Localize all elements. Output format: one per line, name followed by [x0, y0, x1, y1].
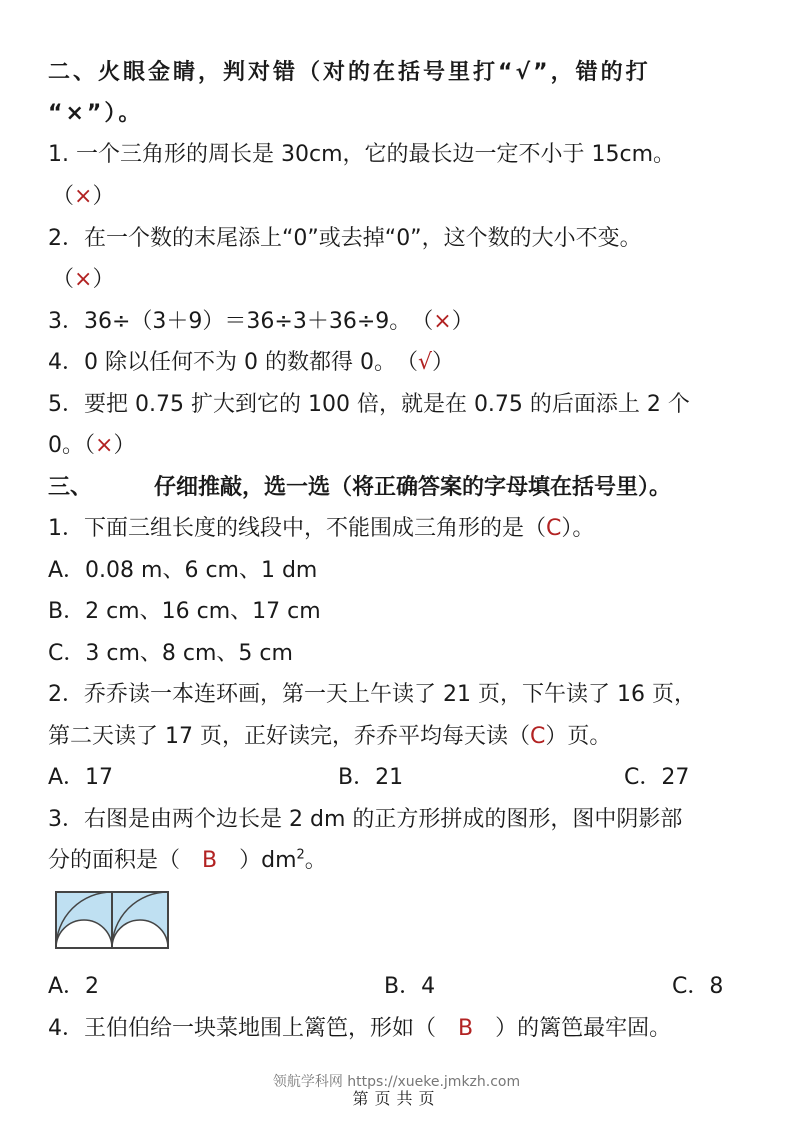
judge-question-4-text: 4．0 除以任何不为 0 的数都得 0。 （	[48, 350, 418, 375]
judge-question-3-text: 3．36÷（3＋9）＝36÷3＋36÷9。 （	[48, 309, 434, 334]
choice-question-3-line-1: 3．右图是由两个边长是 2 dm 的正方形拼成的图形，图中阴影部	[48, 807, 683, 832]
paren-close: ）	[92, 267, 115, 292]
choice-question-2-text: 第二天读了 17 页，正好读完，乔乔平均每天读（	[48, 724, 530, 749]
page-number-label: 第页共页	[352, 1089, 441, 1108]
choice-question-2-line-1: 2．乔乔读一本连环画，第一天上午读了 21 页，下午读了 16 页，	[48, 682, 696, 707]
choice-3-option-a: A．2	[48, 974, 100, 999]
period: 。	[304, 848, 327, 873]
choice-3-option-b: B．4	[384, 974, 436, 999]
section-3-number: 三、	[48, 475, 93, 500]
judge-answer-1: ×	[74, 184, 93, 209]
choice-question-4-text: 4．王伯伯给一块菜地围上篱笆，形如（	[48, 1016, 458, 1041]
paren-close: ）	[451, 309, 474, 334]
footer-watermark: 领航学科网 https://xueke.jmkzh.com	[272, 1074, 521, 1090]
judge-question-4	[48, 348, 753, 378]
judge-answer-2: ×	[74, 267, 93, 292]
squares-shaded-figure	[54, 890, 170, 950]
paren-open: （	[52, 267, 75, 292]
choice-1-option-a: A．0.08 m、6 cm、1 dm	[48, 558, 318, 583]
paren-close: ）页。	[545, 724, 612, 749]
choice-question-3-text: 分的面积是（	[48, 848, 203, 873]
choice-answer-2: C	[529, 724, 546, 749]
choice-2-option-b: B．21	[338, 765, 404, 790]
choice-answer-3: B	[202, 848, 218, 873]
section-3-heading	[48, 473, 753, 503]
choice-question-2-line-2	[48, 722, 753, 752]
judge-answer-4: √	[417, 350, 432, 375]
unit-superscript: 2	[296, 847, 305, 863]
judge-answer-5: ×	[95, 433, 114, 458]
section-3-title: 仔细推敲，选一选（将正确答案的字母填在括号里）。	[154, 475, 672, 500]
choice-question-3-unit: ）dm	[217, 848, 297, 873]
judge-question-5-line-1: 5．要把 0.75 扩大到它的 100 倍，就是在 0.75 的后面添上 2 个	[48, 392, 690, 417]
section-2-heading-line-2: “×”）。	[48, 101, 144, 126]
judge-question-2-answer-line	[52, 265, 753, 295]
judge-question-3	[48, 307, 753, 337]
choice-2-option-c: C．27	[624, 765, 690, 790]
choice-2-option-a: A．17	[48, 765, 114, 790]
paren-open: （	[52, 184, 75, 209]
judge-question-1: 1. 一个三角形的周长是 30cm，它的最长边一定不小于 15cm。	[48, 142, 676, 167]
choice-1-option-b: B．2 cm、16 cm、17 cm	[48, 599, 321, 624]
judge-question-5-text: 0。（	[48, 433, 95, 458]
section-2-heading-line-1: 二、火眼金睛，判对错（对的在括号里打“√”，错的打	[48, 60, 651, 85]
choice-answer-4: B	[458, 1016, 474, 1041]
choice-question-1-text: 1．下面三组长度的线段中，不能围成三角形的是（	[48, 516, 546, 541]
paren-close: ）	[92, 184, 115, 209]
choice-question-1	[48, 514, 753, 544]
choice-question-3-line-2	[48, 846, 753, 876]
judge-question-5-line-2	[48, 431, 753, 461]
paren-close: ）	[432, 350, 455, 375]
judge-answer-3: ×	[433, 309, 452, 334]
choice-1-option-c: C．3 cm、8 cm、5 cm	[48, 641, 293, 666]
choice-answer-1: C	[546, 516, 562, 541]
judge-question-2: 2．在一个数的末尾添上“0”或去掉“0”，这个数的大小不变。	[48, 226, 642, 251]
choice-question-4	[48, 1014, 753, 1044]
choice-question-4-end: ）的篱笆最牢固。	[473, 1016, 672, 1041]
paren-close: ）	[113, 433, 136, 458]
paren-close: ）。	[561, 516, 595, 541]
judge-question-1-answer-line	[52, 182, 753, 212]
choice-3-option-c: C．8	[672, 974, 724, 999]
